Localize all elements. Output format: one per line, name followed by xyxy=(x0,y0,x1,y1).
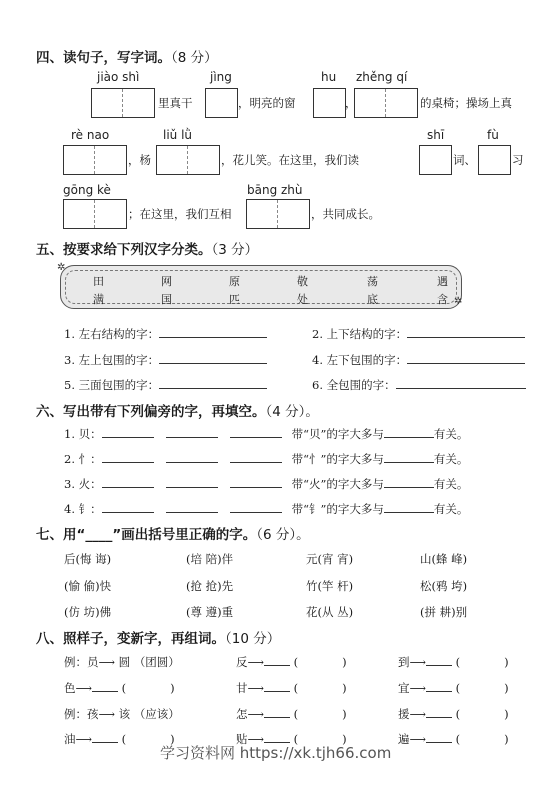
transform-item-bian: 遍⟶ ( ) xyxy=(398,732,509,746)
scroll-char-9: 匹 xyxy=(229,293,240,306)
classify-item-2: 2. 上下结构的字： xyxy=(312,326,525,342)
choice-item-8[interactable]: 松(鸦 垮) xyxy=(420,579,468,593)
scroll-char-4: 敬 xyxy=(297,275,308,288)
pinyin-zhengqi: zhěng qí xyxy=(356,70,408,84)
choice-item-9[interactable]: (仿 坊)佛 xyxy=(64,605,112,619)
scroll-char-10: 处 xyxy=(297,293,308,306)
char-grid-fu[interactable] xyxy=(478,145,511,175)
radical-row-2: 2. 忄： 带“忄”的字大多与 有关。 xyxy=(64,452,469,466)
choice-item-6[interactable]: (抢 抢)先 xyxy=(186,579,234,593)
choice-item-11[interactable]: 花(从 丛) xyxy=(306,605,354,619)
classify-item-1: 1. 左右结构的字： xyxy=(64,326,267,342)
choice-item-12[interactable]: (拼 耕)别 xyxy=(420,605,468,619)
section-8-header xyxy=(36,627,280,647)
transform-item-zen: 怎⟶ ( ) xyxy=(236,707,347,721)
radical-row-1: 1. 贝： 带“贝”的字大多与 有关。 xyxy=(64,427,469,441)
choice-item-4[interactable]: 山(蜂 峰) xyxy=(420,552,468,566)
text-help-each-other: ；在这里，我们互相 xyxy=(128,207,232,221)
character-scroll-box xyxy=(60,265,462,309)
radical-row-4: 4. 钅： 带“钅”的字大多与 有关。 xyxy=(64,502,469,516)
example-row-2: 例：孩⟶ 该 （应该） xyxy=(64,707,180,721)
transform-item-yi: 宜⟶ ( ) xyxy=(398,681,509,695)
char-grid-jiaoshi[interactable] xyxy=(91,88,155,118)
scroll-char-7: 满 xyxy=(93,293,104,306)
scroll-char-11: 底 xyxy=(367,293,378,306)
pin-icon-left: ✲ xyxy=(57,262,66,273)
transform-item-dao: 到⟶ ( ) xyxy=(398,655,509,669)
section-7-points: （6 分）。 xyxy=(256,527,310,543)
classify-item-3: 3. 左上包围的字： xyxy=(64,352,267,368)
example-row-1: 例：员⟶ 圆 （团圆） xyxy=(64,655,180,669)
char-grid-liulv[interactable] xyxy=(156,145,220,175)
pinyin-jiaoshi: jiào shì xyxy=(97,70,140,84)
transform-item-se: 色⟶ ( ) xyxy=(64,681,175,695)
pinyin-shi: shī xyxy=(427,128,445,142)
char-grid-jing[interactable] xyxy=(205,88,238,118)
classify-item-6: 6. 全包围的字： xyxy=(312,377,526,393)
pin-icon-right: ✲ xyxy=(454,296,463,307)
classify-item-4: 4. 左下包围的字： xyxy=(312,352,525,368)
transform-item-you: 油⟶ ( ) xyxy=(64,732,175,746)
choice-item-10[interactable]: (尊 遵)重 xyxy=(186,605,234,619)
section-4-points: （8 分） xyxy=(171,50,218,66)
section-6-points: （4 分）。 xyxy=(265,404,319,420)
choice-item-1[interactable]: 后(悔 诲) xyxy=(64,552,112,566)
char-grid-zhengqi[interactable] xyxy=(354,88,418,118)
char-grid-gongke[interactable] xyxy=(63,199,127,229)
section-5-points: （3 分） xyxy=(211,242,259,258)
pinyin-bangzhu: bāng zhù xyxy=(247,183,303,197)
scroll-char-3: 原 xyxy=(229,275,240,288)
scroll-char-1: 田 xyxy=(93,275,104,288)
section-6-title: 六、写出带有下列偏旁的字，再填空。 xyxy=(36,404,266,420)
choice-item-2[interactable]: (培 陪)伴 xyxy=(186,552,234,566)
choice-item-3[interactable]: 元(宵 宵) xyxy=(306,552,354,566)
text-desks: 的桌椅；操场上真 xyxy=(420,96,512,110)
pinyin-renao: rè nao xyxy=(71,128,110,142)
section-5-header xyxy=(36,238,258,258)
char-grid-hu[interactable] xyxy=(313,88,346,118)
choice-item-7[interactable]: 竹(竿 杆) xyxy=(306,579,354,593)
char-grid-shi[interactable] xyxy=(419,145,452,175)
transform-item-gan: 甘⟶ ( ) xyxy=(236,681,347,695)
section-5-title: 五、按要求给下列汉字分类。 xyxy=(36,242,212,258)
text-ci: 词、 xyxy=(453,153,476,167)
section-4-header xyxy=(36,46,218,66)
text-yang: ，杨 xyxy=(128,153,151,167)
section-4-title: 四、读句子，写字词。 xyxy=(36,50,171,66)
scroll-char-5: 荡 xyxy=(367,275,378,288)
text-window: ，明亮的窗 xyxy=(238,96,296,110)
choice-item-5[interactable]: (愉 偷)快 xyxy=(64,579,112,593)
transform-item-yuan: 援⟶ ( ) xyxy=(398,707,509,721)
classify-item-5: 5. 三面包围的字： xyxy=(64,377,267,393)
scroll-char-6: 遇 xyxy=(437,275,448,288)
transform-item-tie: 贴⟶ ( ) xyxy=(236,732,347,746)
text-li-zhen-gan: 里真干 xyxy=(158,96,193,110)
scroll-char-2: 网 xyxy=(161,275,172,288)
pinyin-liulv: liǔ lǜ xyxy=(163,128,193,142)
watermark-text: 学习资料网 https://xk.tjh66.com xyxy=(160,744,392,762)
scroll-char-12: 含 xyxy=(437,293,448,306)
text-flowers-laugh: ，花儿笑。在这里，我们读 xyxy=(221,153,359,167)
char-grid-bangzhu[interactable] xyxy=(246,199,310,229)
scroll-char-8: 国 xyxy=(161,293,172,306)
section-8-points: （10 分） xyxy=(225,631,281,647)
section-6-header xyxy=(36,400,319,420)
text-comma-1: ， xyxy=(345,96,357,110)
section-7-title: 七、用“____”画出括号里正确的字。 xyxy=(36,527,257,543)
radical-row-3: 3. 火： 带“火”的字大多与 有关。 xyxy=(64,477,469,491)
pinyin-jing: jìng xyxy=(210,70,232,84)
pinyin-hu: hu xyxy=(321,70,337,84)
section-8-title: 八、照样子，变新字，再组词。 xyxy=(36,631,225,647)
transform-item-fan: 反⟶ ( ) xyxy=(236,655,347,669)
pinyin-fu: fù xyxy=(487,128,499,142)
text-xi: 习 xyxy=(512,153,524,167)
pinyin-gongke: gōng kè xyxy=(63,183,111,197)
text-grow-together: ，共同成长。 xyxy=(311,207,380,221)
char-grid-renao[interactable] xyxy=(63,145,127,175)
section-7-header xyxy=(36,523,310,543)
